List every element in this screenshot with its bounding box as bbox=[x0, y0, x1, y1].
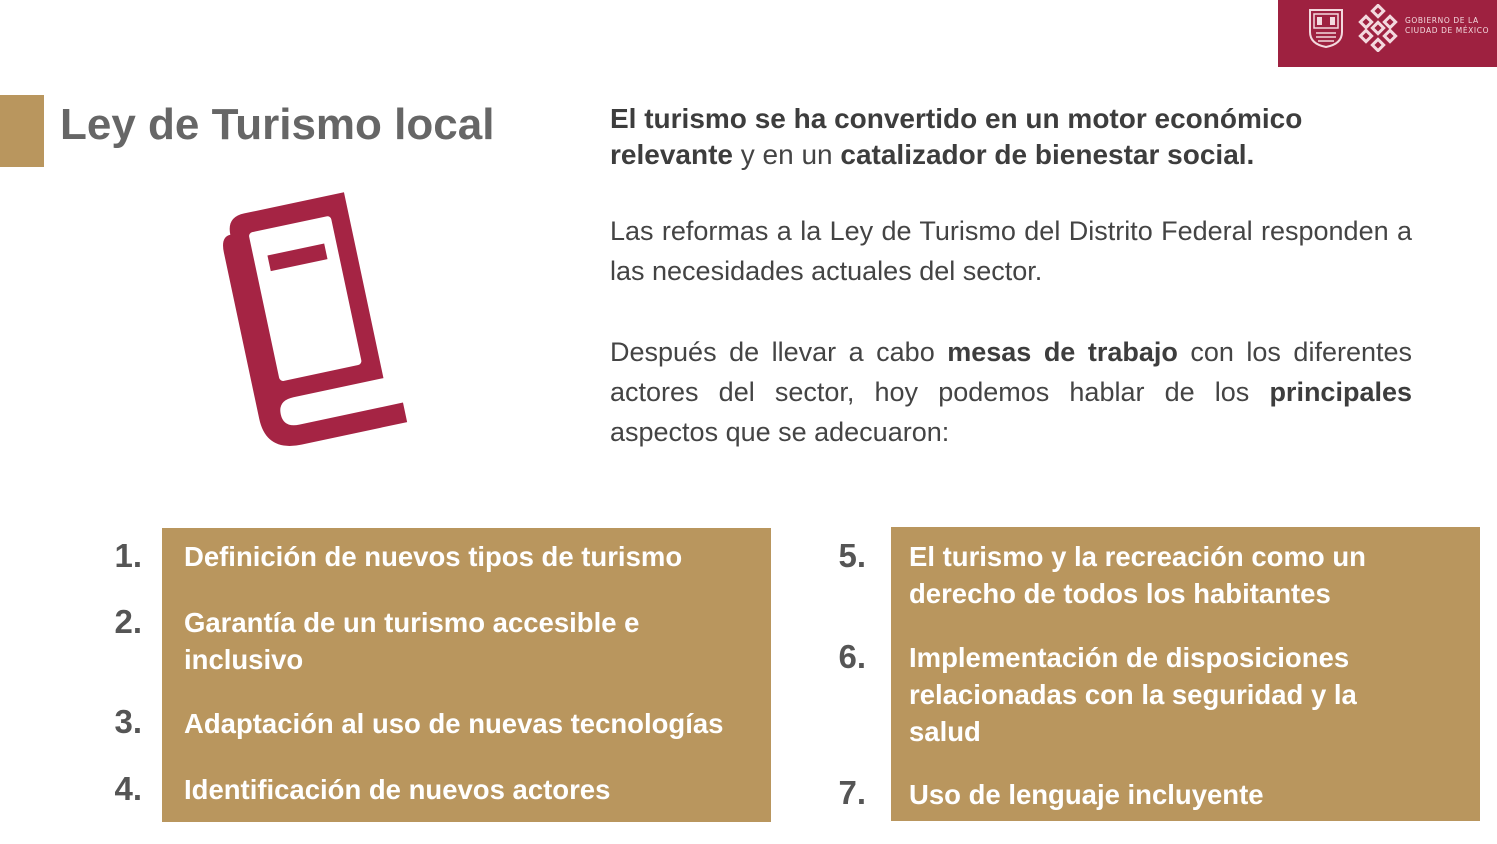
logo-line-1: GOBIERNO DE LA bbox=[1405, 16, 1479, 25]
intro-text-3: con los diferentes actores del sector, hoy podemos hablar de los bbox=[610, 337, 1413, 407]
book-icon bbox=[210, 190, 430, 450]
list-number: 6. bbox=[838, 638, 866, 675]
intro-emphasis-4: principales bbox=[1269, 377, 1412, 407]
list-item: El turismo y la recreación como un derecho de todos los habitantes bbox=[909, 541, 1366, 609]
list-number: 3. bbox=[114, 703, 142, 740]
intro-text-1: y en un bbox=[732, 139, 841, 170]
title-accent-bar bbox=[0, 95, 44, 167]
list-item: Adaptación al uso de nuevas tecnologías bbox=[184, 708, 724, 739]
intro-emphasis-2: catalizador de bienestar social. bbox=[840, 139, 1255, 170]
list-number: 2. bbox=[114, 603, 142, 640]
list-item: Definición de nuevos tipos de turismo bbox=[184, 541, 683, 572]
logo-wordmark bbox=[1405, 16, 1489, 36]
list-number: 5. bbox=[838, 537, 866, 574]
list-item: Uso de lenguaje incluyente bbox=[909, 779, 1264, 810]
list-number: 1. bbox=[114, 537, 142, 574]
logo-line-2: CIUDAD DE MÉXICO bbox=[1405, 26, 1490, 35]
intro-emphasis-3: mesas de trabajo bbox=[947, 337, 1178, 367]
intro-emphasis-1: El turismo se ha convertido en un motor económico relevante bbox=[610, 103, 1303, 170]
intro-text-2: Después de llevar a cabo bbox=[610, 337, 948, 367]
list-item: Implementación de disposiciones relacionadas con la seguridad y la salud bbox=[909, 642, 1357, 747]
intro-text-4: aspectos que se adecuaron: bbox=[610, 417, 950, 447]
intro-paragraph-1 bbox=[610, 101, 1412, 173]
intro-paragraph-3 bbox=[610, 332, 1412, 452]
government-logo bbox=[1278, 0, 1497, 67]
page-title: Ley de Turismo local bbox=[60, 100, 495, 149]
cdmx-coat-of-arms-icon bbox=[1308, 6, 1344, 48]
list-number: 7. bbox=[838, 774, 866, 811]
list-item: Garantía de un turismo accesible e inclusivo bbox=[184, 607, 640, 675]
list-item: Identificación de nuevos actores bbox=[184, 774, 611, 805]
list-number: 4. bbox=[114, 770, 142, 807]
cdmx-x-logo-icon bbox=[1356, 4, 1400, 52]
intro-paragraph-2: Las reformas a la Ley de Turismo del Distrito Federal responden a las necesidades actuales del sector. bbox=[610, 216, 1412, 286]
